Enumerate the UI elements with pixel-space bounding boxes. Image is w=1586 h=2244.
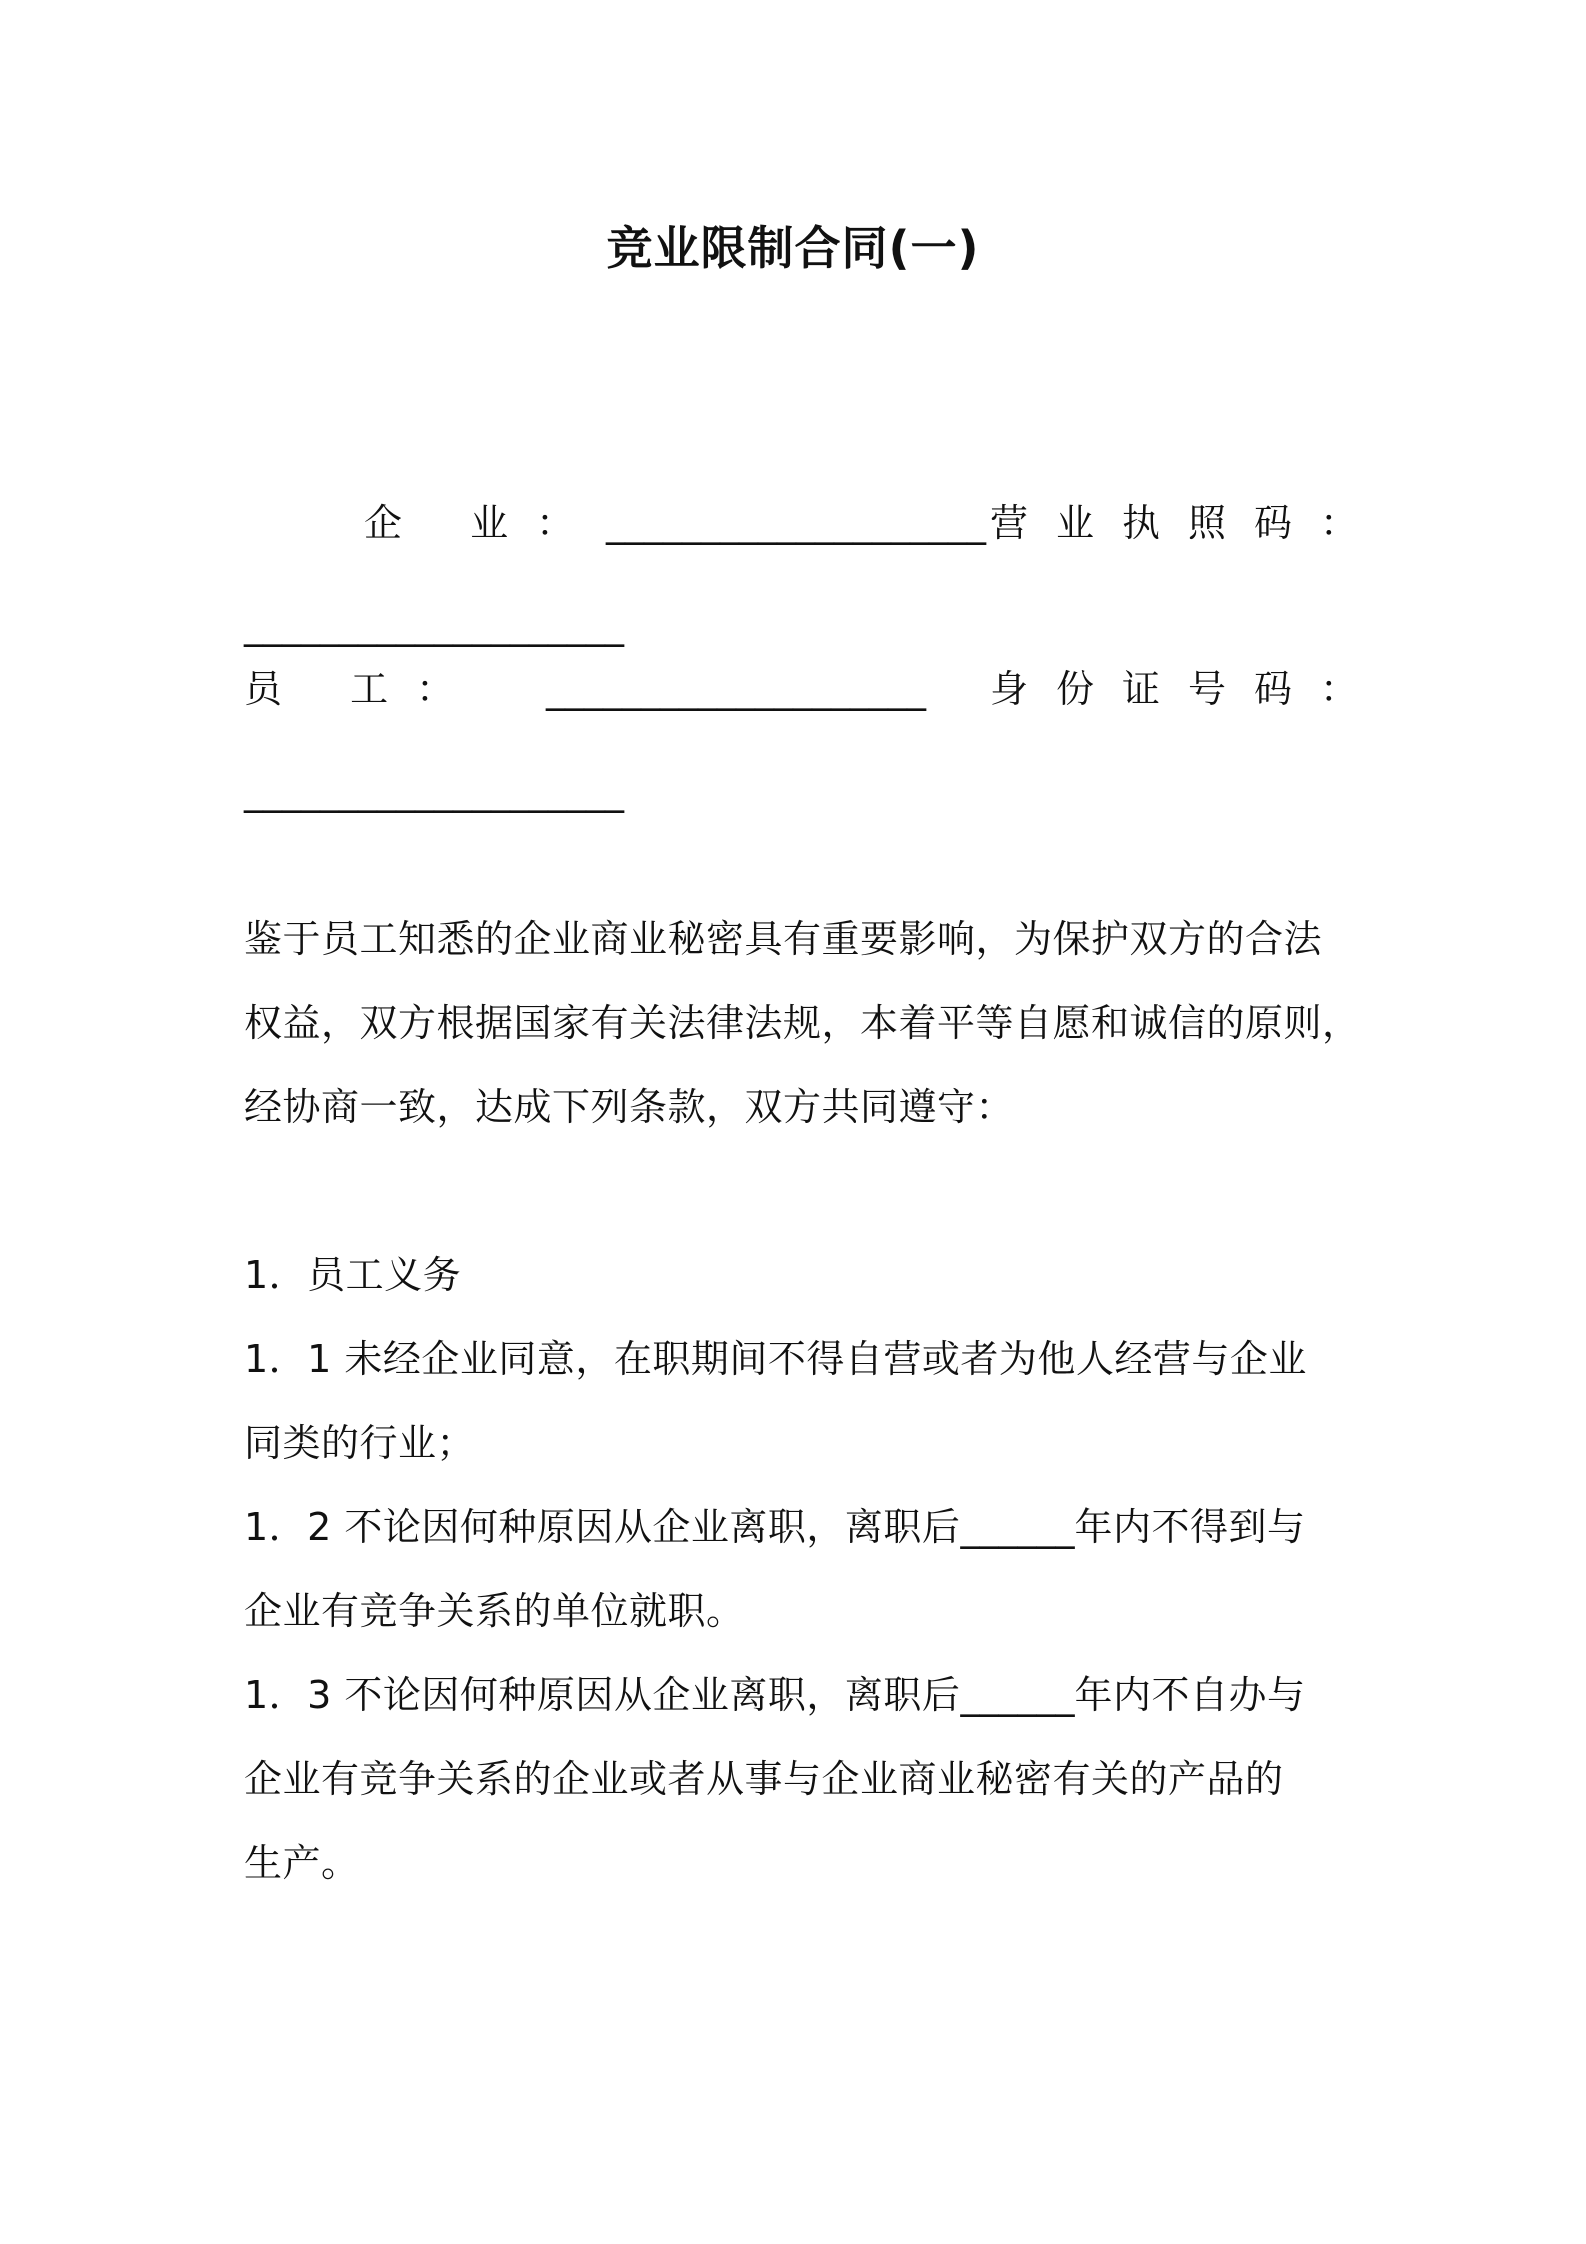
id-label: 身份证号码： bbox=[989, 667, 1386, 711]
clause-1-3-years-blank: ______ bbox=[960, 1673, 1075, 1717]
license-blank-row bbox=[244, 600, 1358, 650]
preamble-line-2: 权益，双方根据国家有关法律法规，本着平等自愿和诚信的原则， bbox=[244, 1001, 1361, 1045]
employee-blank: ____________________ bbox=[546, 667, 927, 711]
clause-1-3-text-pre: 1．3 不论因何种原因从企业离职，离职后 bbox=[244, 1673, 961, 1717]
preamble-line-3: 经协商一致，达成下列条款，双方共同遵守： bbox=[244, 1085, 1015, 1129]
clause-1-1-line-1: 1．1 未经企业同意，在职期间不得自营或者为他人经营与企业 bbox=[244, 1337, 1307, 1381]
id-blank: ____________________ bbox=[244, 769, 624, 813]
clause-1-3-line-3: 生产。 bbox=[244, 1841, 360, 1885]
document-title: 竞业限制合同(一) bbox=[606, 221, 980, 275]
employee-label: 员 工： bbox=[244, 667, 483, 711]
license-blank: ____________________ bbox=[244, 603, 624, 647]
section-1-heading: 1．员工义务 bbox=[244, 1253, 462, 1297]
company-label: 企 业： bbox=[364, 501, 603, 545]
id-blank-row bbox=[244, 766, 1358, 816]
clause-1-3-line-1 bbox=[244, 1670, 1358, 1720]
clause-1-1-line-2: 同类的行业； bbox=[244, 1421, 476, 1465]
clause-1-2-line-1 bbox=[244, 1502, 1358, 1552]
clause-1-2-line-2: 企业有竞争关系的单位就职。 bbox=[244, 1589, 745, 1633]
clause-1-2-text-pre: 1．2 不论因何种原因从企业离职，离职后 bbox=[244, 1505, 961, 1549]
company-license-row bbox=[244, 498, 1386, 548]
clause-1-2-text-post: 年内不得到与 bbox=[1074, 1505, 1306, 1549]
clause-1-2-years-blank: ______ bbox=[960, 1505, 1075, 1549]
clause-1-3-text-post: 年内不自办与 bbox=[1074, 1673, 1306, 1717]
license-label: 营业执照码： bbox=[989, 501, 1386, 545]
company-blank: ____________________ bbox=[606, 501, 987, 545]
clause-1-3-line-2: 企业有竞争关系的企业或者从事与企业商业秘密有关的产品的 bbox=[244, 1757, 1284, 1801]
preamble-line-1: 鉴于员工知悉的企业商业秘密具有重要影响，为保护双方的合法 bbox=[244, 917, 1323, 961]
employee-id-row bbox=[244, 664, 1386, 714]
